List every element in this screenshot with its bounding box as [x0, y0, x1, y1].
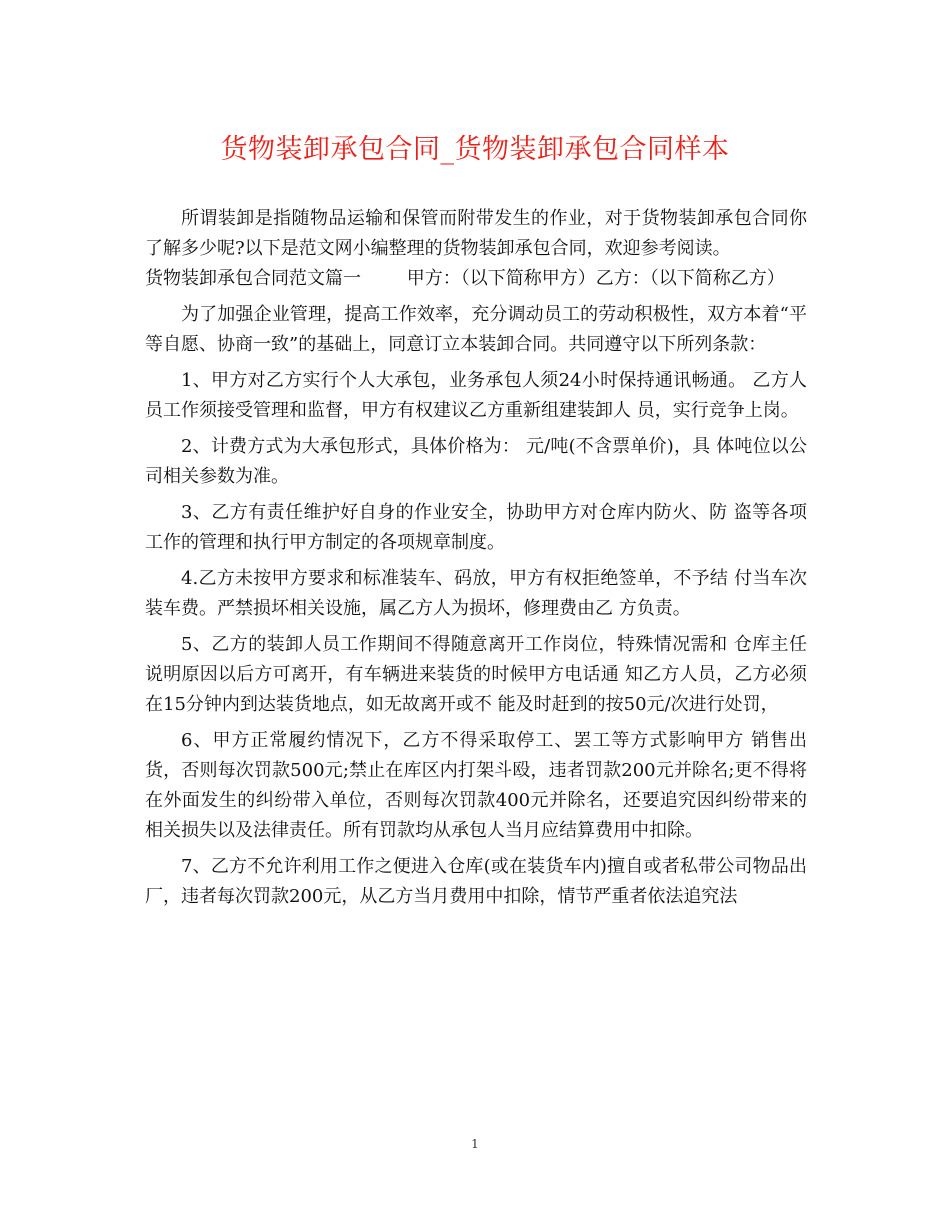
- clause-1: 1、甲方对乙方实行个人大承包，业务承包人须24小时保持通讯畅通。 乙方人员工作须接受管理和监督，甲方有权建议乙方重新组建装卸人 员，实行竞争上岗。: [145, 370, 807, 421]
- clause-3: 3、乙方有责任维护好自身的作业安全，协助甲方对仓库内防火、防 盗等各项工作的管理和执行甲方制定的各项规章制度。: [145, 502, 807, 553]
- clause-5: 5、乙方的装卸人员工作期间不得随意离开工作岗位，特殊情况需和 仓库主任说明原因以后方可离开，有车辆进来装货的时候甲方电话通 知乙方人员，乙方必须在15分钟内到达装货地点，如无故离开或不 能及时赶到的按50元/次进行处罚，: [145, 634, 807, 715]
- page-number: 1: [471, 1137, 479, 1151]
- clause-4: 4.乙方未按甲方要求和标准装车、码放，甲方有权拒绝签单，不予结 付当车次装车费。严禁损坏相关设施，属乙方人为损坏，修理费由乙 方负责。: [145, 568, 807, 619]
- preamble-paragraph: 为了加强企业管理，提高工作效率，充分调动员工的劳动积极性，双方本着“平等自愿、协商一致”的基础上，同意订立本装卸合同。共同遵守以下所列条款：: [145, 304, 807, 355]
- contract-heading-line: 货物装卸承包合同范文篇一 甲方：（以下简称甲方）乙方：（以下简称乙方）: [145, 268, 785, 289]
- document-body: [145, 204, 807, 912]
- document-title: 货物装卸承包合同_货物装卸承包合同样本: [220, 134, 730, 165]
- clause-6: 6、甲方正常履约情况下，乙方不得采取停工、罢工等方式影响甲方 销售出货，否则每次罚款500元;禁止在库区内打架斗殴，违者罚款200元并除名;更不得将在外面发生的纠纷带入单位，否则每次罚款400元并除名，还要追究因纠纷带来的相关损失以及法律责任。所有罚款均从承包人当月应结算费用中扣除。: [145, 730, 807, 841]
- clause-2: 2、计费方式为大承包形式，具体价格为： 元/吨(不含票单价)，具 体吨位以公司相关参数为准。: [145, 436, 807, 487]
- clause-7: 7、乙方不允许利用工作之便进入仓库(或在装货车内)擅自或者私带公司物品出厂，违者每次罚款200元，从乙方当月费用中扣除，情节严重者依法追究法: [145, 856, 807, 907]
- intro-paragraph: 所谓装卸是指随物品运输和保管而附带发生的作业，对于货物装卸承包合同你了解多少呢?以下是范文网小编整理的货物装卸承包合同，欢迎参考阅读。: [145, 208, 807, 259]
